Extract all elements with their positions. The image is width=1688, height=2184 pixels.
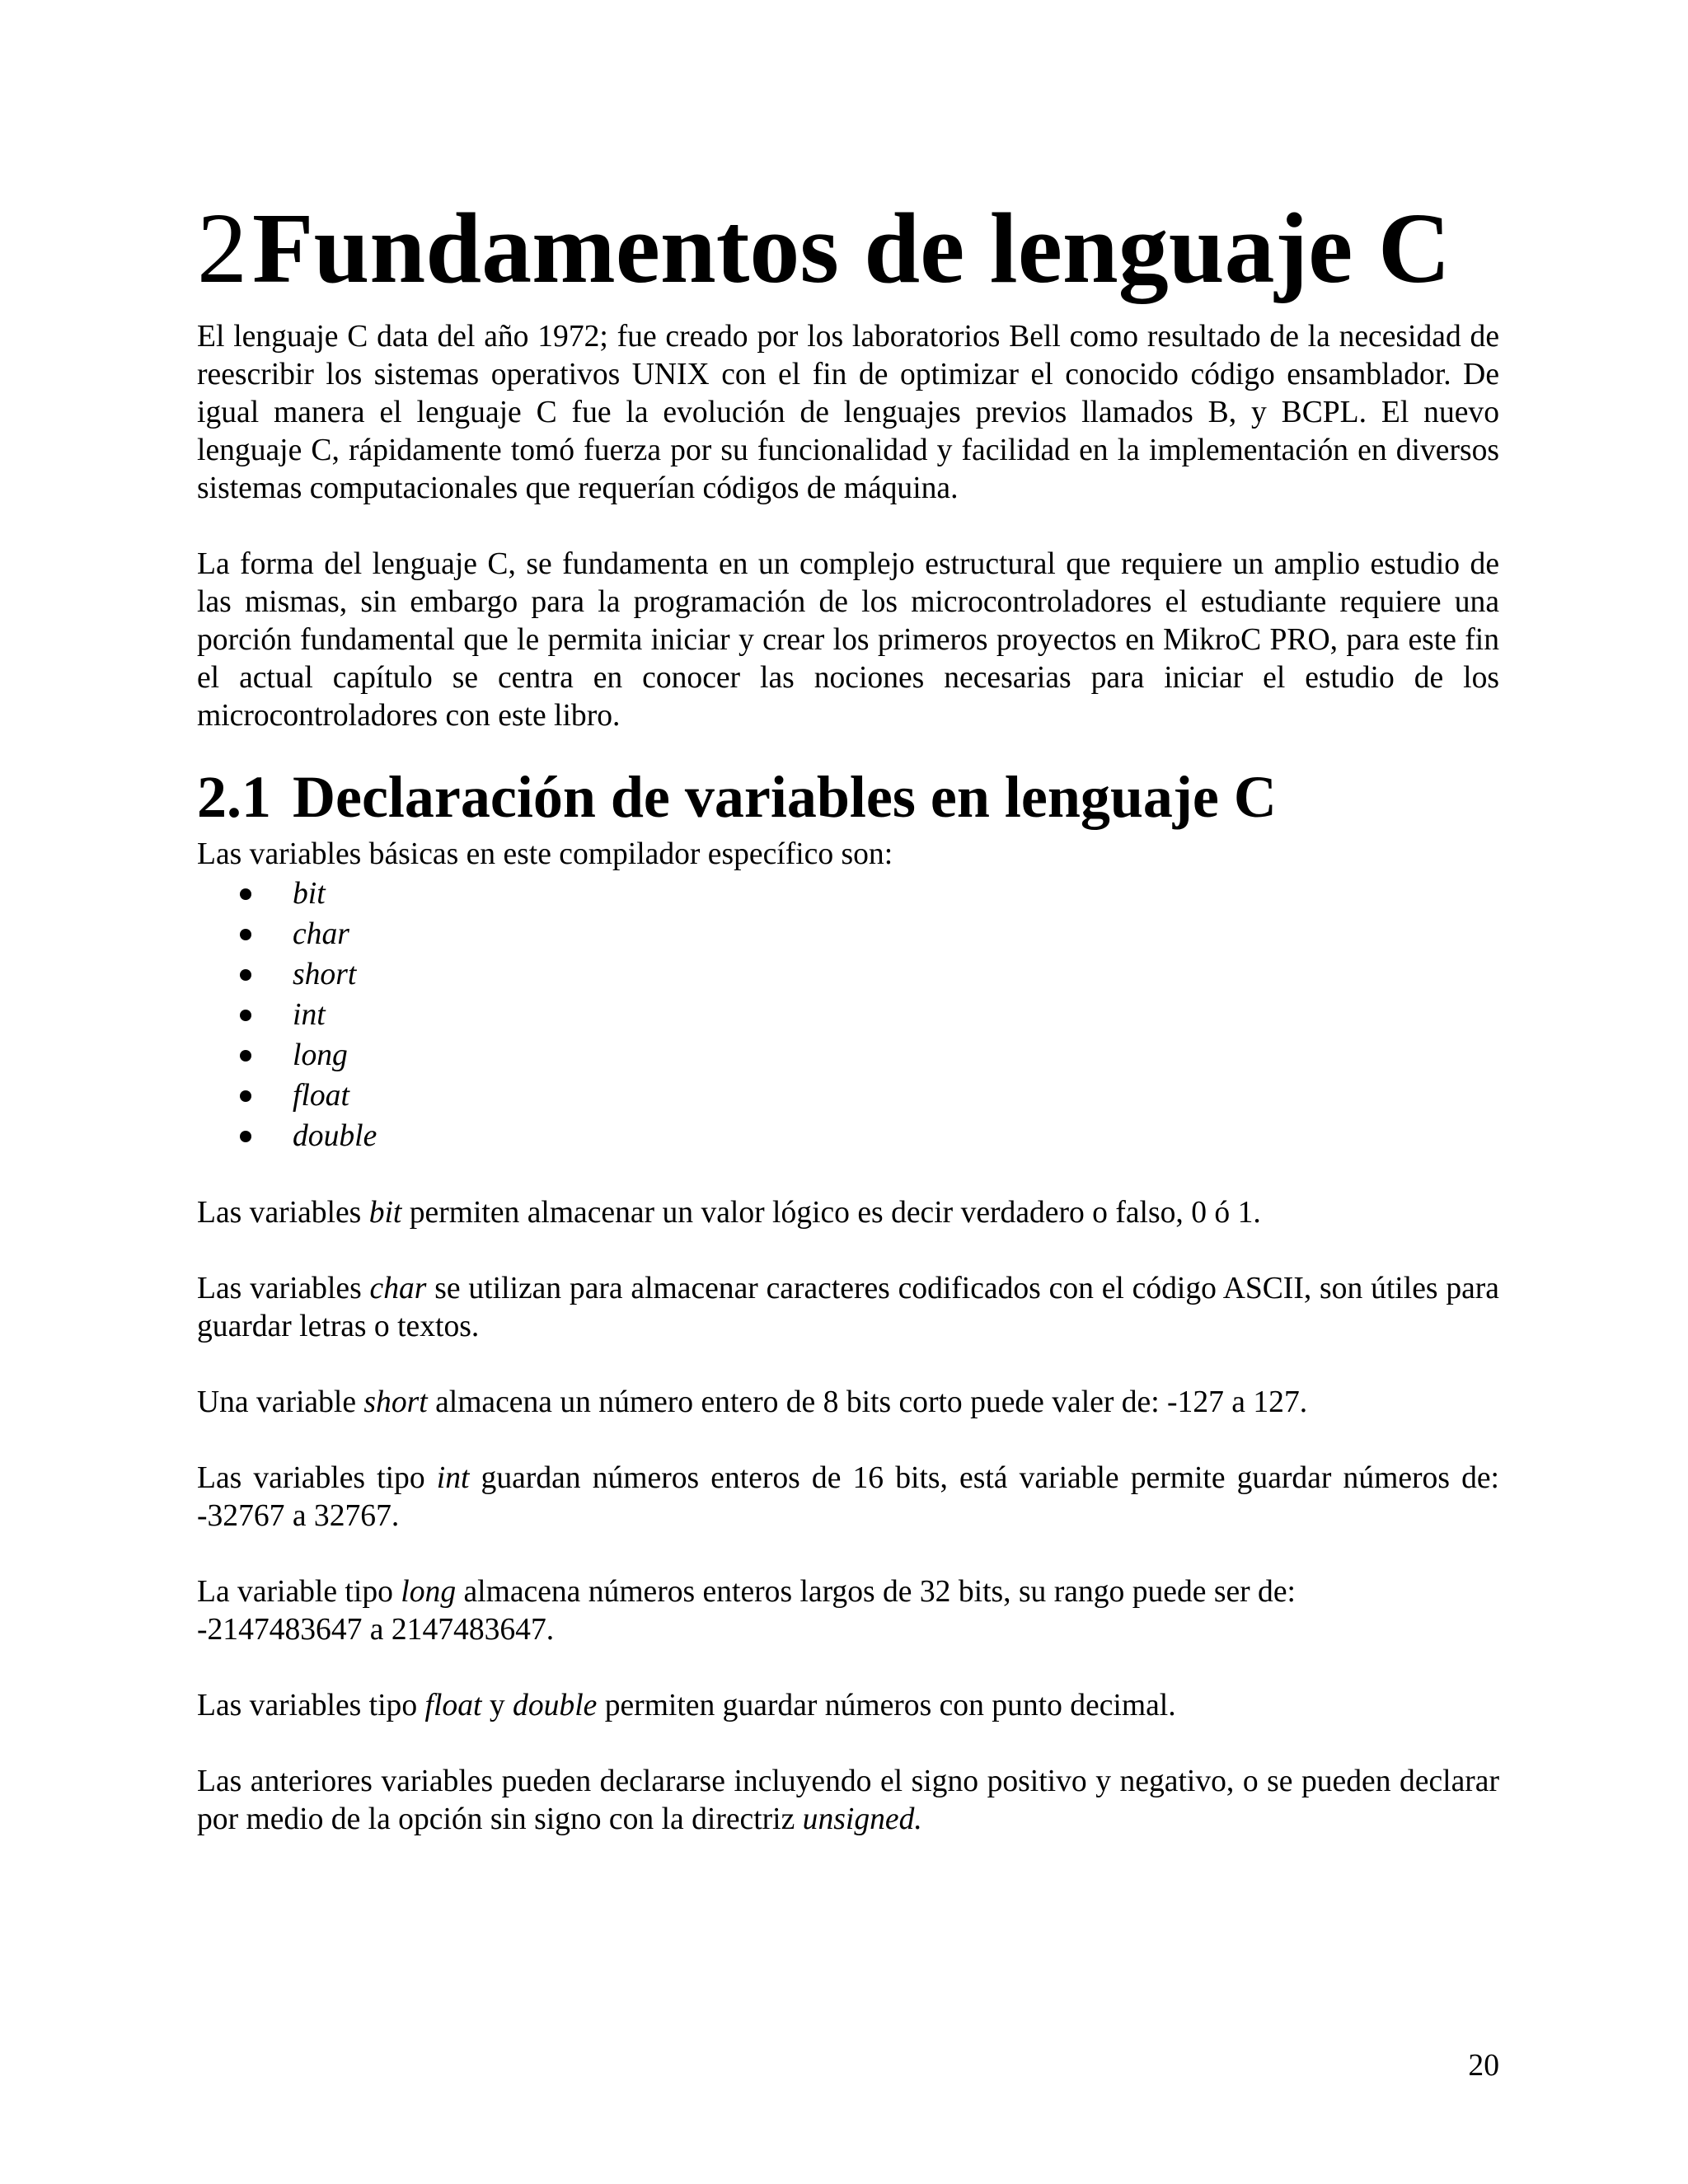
section-number: 2.1 — [197, 764, 271, 830]
type-term: float — [424, 1689, 482, 1722]
text-run: La variable tipo — [197, 1575, 401, 1609]
type-term: long — [401, 1575, 457, 1609]
paragraph-long — [197, 1573, 1499, 1649]
list-item — [240, 954, 1499, 995]
section-title-text: Declaración de variables en lenguaje C — [293, 764, 1277, 830]
paragraph-unsigned — [197, 1763, 1499, 1839]
list-item-label: long — [293, 1038, 348, 1072]
bullet-icon — [240, 888, 251, 900]
text-run: Las variables — [197, 1196, 369, 1230]
chapter-title-text: Fundamentos de lenguaje C — [252, 193, 1451, 304]
text-run: se utilizan para almacenar caracteres codificados con el código ASCII, son útiles para guardar letras o textos. — [197, 1272, 1499, 1343]
page-content — [197, 191, 1499, 1839]
type-term: unsigned. — [802, 1802, 922, 1836]
paragraph-bit — [197, 1194, 1499, 1232]
chapter-number: 2 — [197, 193, 247, 304]
bullet-icon — [240, 1010, 251, 1021]
list-item-label: char — [293, 917, 349, 951]
list-item — [240, 1116, 1499, 1156]
text-run: almacena un número entero de 8 bits corto puede valer de: -127 a 127. — [427, 1385, 1308, 1419]
list-item — [240, 1035, 1499, 1076]
text-run: Las anteriores variables pueden declararse incluyendo el signo positivo y negativo, o se pueden declarar por medio de la opción sin signo con la directriz — [197, 1765, 1499, 1836]
bullet-icon — [240, 929, 251, 940]
type-term: double — [513, 1689, 598, 1722]
chapter-title — [197, 191, 1499, 307]
type-term: int — [436, 1461, 470, 1495]
intro-paragraph-1: El lenguaje C data del año 1972; fue creado por los laboratorios Bell como resultado de la necesidad de reescribir los sistemas operativos UNIX con el fin de optimizar el conocido código ensamblador. De igual manera el lenguaje C fue la evolución de lenguajes previos llamados B, y BCPL. El nuevo lenguaje C, rápidamente tomó fuerza por su funcionalidad y facilidad en la implementación en diversos sistemas computacionales que requerían códigos de máquina. — [197, 320, 1499, 505]
bullet-icon — [240, 1131, 251, 1142]
text-run: permiten almacenar un valor lógico es decir verdadero o falso, 0 ó 1. — [401, 1196, 1261, 1230]
list-item — [240, 914, 1499, 954]
list-item-label: int — [293, 998, 326, 1032]
list-item-label: float — [293, 1079, 349, 1113]
list-item-label: bit — [293, 877, 326, 911]
paragraph-char — [197, 1270, 1499, 1346]
intro-paragraph-2: La forma del lenguaje C, se fundamenta en un complejo estructural que requiere un amplio estudio de las mismas, sin embargo para la programación de los microcontroladores el estudiante requiere una porción fundamental que le permita iniciar y crear los primeros proyectos en MikroC PRO, para este fin el actual capítulo se centra en conocer las nociones necesarias para iniciar el estudio de los microcontroladores con este libro. — [197, 547, 1499, 733]
bullet-icon — [240, 969, 251, 981]
text-run: Las variables — [197, 1272, 370, 1305]
type-term: bit — [368, 1196, 402, 1230]
variable-types-list — [197, 874, 1499, 1156]
paragraph-short — [197, 1384, 1499, 1422]
text-run: Una variable — [197, 1385, 364, 1419]
bullet-icon — [240, 1050, 251, 1062]
text-run: y — [481, 1689, 513, 1722]
text-run: guardan números enteros de 16 bits, está variable permite guardar números de: -32767 a 32767. — [197, 1461, 1499, 1533]
type-term: short — [363, 1385, 428, 1419]
type-term: char — [369, 1272, 427, 1305]
paragraph-float-double — [197, 1687, 1499, 1725]
page-number: 20 — [1468, 2049, 1499, 2083]
list-item — [240, 874, 1499, 914]
section-title — [197, 762, 1499, 832]
text-run: almacena números enteros largos de 32 bits, su rango puede ser de: — [456, 1575, 1296, 1609]
list-item-label: short — [293, 958, 357, 991]
section-lead: Las variables básicas en este compilador específico son: — [197, 837, 893, 871]
list-item — [240, 1076, 1499, 1116]
paragraph-int — [197, 1460, 1499, 1535]
list-item — [240, 995, 1499, 1035]
list-item-label: double — [293, 1119, 377, 1153]
text-run: Las variables tipo — [197, 1461, 437, 1495]
text-run: -2147483647 a 2147483647. — [197, 1613, 555, 1647]
text-run: permiten guardar números con punto decimal. — [597, 1689, 1176, 1722]
text-run: Las variables tipo — [197, 1689, 425, 1722]
bullet-icon — [240, 1090, 251, 1102]
